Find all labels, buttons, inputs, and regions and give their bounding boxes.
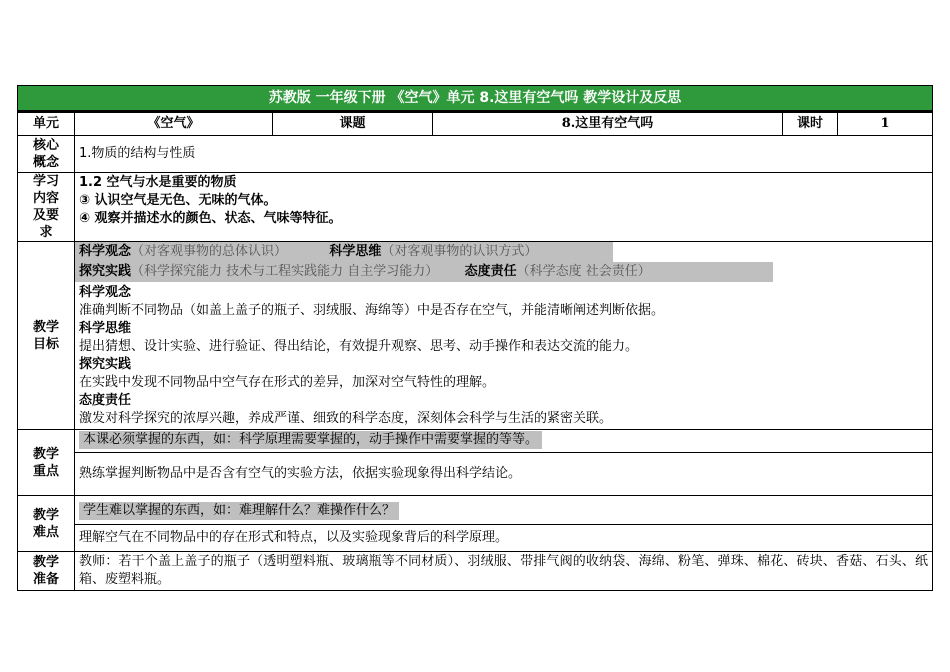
period-label: 课时 bbox=[783, 112, 838, 136]
goal-title: 探究实践 bbox=[79, 357, 132, 372]
preparation-row bbox=[18, 552, 933, 591]
goal-title: 科学思维 bbox=[79, 321, 132, 336]
teaching-goals-label: 教学 目标 bbox=[18, 242, 75, 430]
title-row bbox=[18, 86, 933, 112]
key-points-hint: 本课必须掌握的东西，如：科学原理需要掌握的，动手操作中需要掌握的等等。 bbox=[79, 431, 542, 449]
learning-content-line: 1.2 空气与水是重要的物质 bbox=[79, 175, 237, 190]
core-concept-row bbox=[18, 136, 933, 173]
goal-text: 激发对科学探究的浓厚兴趣，养成严谨、细致的科学态度，深刻体会科学与生活的紧密关联。 bbox=[79, 411, 613, 426]
teaching-goals-cell bbox=[75, 242, 933, 430]
key-points-label: 教学 重点 bbox=[18, 430, 75, 496]
goal-title: 科学观念 bbox=[79, 285, 132, 300]
goals-summary-line-1: 科学观念（对客观事物的总体认识） 科学思维（对客观事物的认识方式） bbox=[75, 242, 613, 262]
key-points-row bbox=[18, 430, 933, 453]
key-points-hint-cell bbox=[75, 430, 933, 453]
learning-content-line: ③ 认识空气是无色、无味的气体。 bbox=[79, 193, 277, 208]
lesson-plan-table bbox=[17, 85, 933, 591]
goals-detail bbox=[75, 282, 932, 429]
difficult-points-hint: 学生难以掌握的东西，如：难理解什么？难操作什么？ bbox=[79, 502, 399, 520]
lesson-label: 课题 bbox=[273, 112, 433, 136]
lesson-plan-document bbox=[17, 85, 932, 591]
learning-content-line: ④ 观察并描述水的颜色、状态、气味等特征。 bbox=[79, 211, 342, 226]
difficult-points-text: 理解空气在不同物品中的存在形式和特点，以及实验现象背后的科学原理。 bbox=[75, 525, 933, 552]
goal-text: 在实践中发现不同物品中空气存在形式的差异，加深对空气特性的理解。 bbox=[79, 375, 496, 390]
learning-content-label: 学习 内容 及要 求 bbox=[18, 173, 75, 242]
teaching-goals-row bbox=[18, 242, 933, 430]
key-points-text-row bbox=[18, 453, 933, 496]
document-title: 苏教版 一年级下册 《空气》单元 8.这里有空气吗 教学设计及反思 bbox=[18, 86, 933, 112]
key-points-text: 熟练掌握判断物品中是否含有空气的实验方法，依据实验现象得出科学结论。 bbox=[75, 453, 933, 496]
unit-value: 《空气》 bbox=[75, 112, 273, 136]
core-concept-label: 核心 概念 bbox=[18, 136, 75, 173]
learning-content-cell bbox=[75, 173, 933, 242]
period-value: 1 bbox=[838, 112, 933, 136]
goals-summary-line-2: 探究实践（科学探究能力 技术与工程实践能力 自主学习能力） 态度责任（科学态度 社会责任） bbox=[75, 262, 773, 282]
difficult-points-row bbox=[18, 496, 933, 525]
goal-text: 提出猜想、设计实验、进行验证、得出结论，有效提升观察、思考、动手操作和表达交流的能力。 bbox=[79, 339, 639, 354]
unit-label: 单元 bbox=[18, 112, 75, 136]
preparation-text: 教师：若干个盖上盖子的瓶子（透明塑料瓶、玻璃瓶等不同材质）、羽绒服、带排气阀的收纳袋、海绵、粉笔、弹珠、棉花、砖块、香菇、石头、纸箱、废塑料瓶。 bbox=[75, 552, 933, 591]
goal-title: 态度责任 bbox=[79, 393, 132, 408]
goal-text: 准确判断不同物品（如盖上盖子的瓶子、羽绒服、海绵等）中是否存在空气，并能清晰阐述判断依据。 bbox=[79, 303, 665, 318]
difficult-points-label: 教学 难点 bbox=[18, 496, 75, 552]
lesson-value: 8.这里有空气吗 bbox=[433, 112, 783, 136]
header-row bbox=[18, 112, 933, 136]
difficult-points-text-row bbox=[18, 525, 933, 552]
core-concept-text: 1.物质的结构与性质 bbox=[75, 136, 933, 173]
difficult-points-hint-cell bbox=[75, 496, 933, 525]
preparation-label: 教学 准备 bbox=[18, 552, 75, 591]
learning-content-row bbox=[18, 173, 933, 242]
